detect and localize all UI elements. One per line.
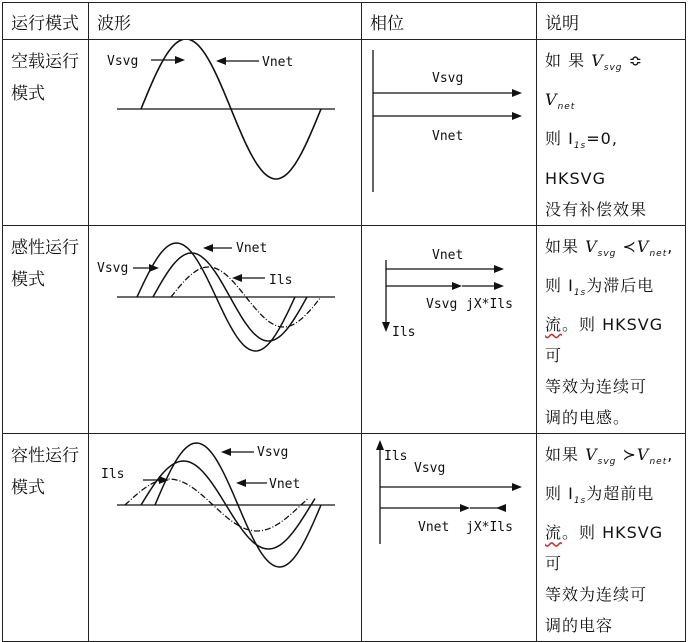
label-vnet: Vnet [269, 476, 301, 492]
phasor-ils-head [382, 322, 390, 332]
waveform-capacitive [89, 434, 362, 638]
label-vnet: Vnet [418, 519, 450, 535]
arrow-head-vnet [236, 479, 246, 487]
phasor-vnet-head [512, 112, 522, 120]
phasor-inductive [362, 226, 537, 428]
label-vsvg: Vsvg [414, 460, 446, 476]
phasor-vnet-head [460, 504, 470, 512]
operating-mode-table [2, 2, 686, 642]
label-ils: Ils [384, 448, 408, 464]
arrow-head-vsvg [175, 56, 185, 64]
phasor-capacitive [362, 434, 537, 638]
header-phase: 相位 [362, 3, 537, 40]
header-mode: 运行模式 [3, 3, 89, 40]
label-vnet: Vnet [236, 240, 268, 256]
label-vsvg: Vsvg [432, 71, 464, 86]
label-ils: Ils [269, 272, 293, 288]
label-vnet: Vnet [432, 247, 464, 263]
row-capacitive [3, 433, 686, 641]
description-cell: 如果 $V_{svg}$ $≺V_{net}$, 则 $I_{1s}$为滞后电 流。则 HKSVG 可 等效为连续可 调的电感。 [537, 225, 686, 433]
label-jx: jX*Ils [466, 519, 513, 535]
row-no-load [3, 40, 686, 226]
label-ils: Ils [392, 324, 416, 340]
mode-cell: 感性运行 模式 [3, 225, 89, 433]
header-desc: 说明 [537, 3, 686, 40]
label-vsvg: Vsvg [107, 54, 139, 69]
row-inductive [3, 225, 686, 433]
label-jx: jX*Ils [466, 296, 513, 312]
waveform-inductive [89, 226, 362, 428]
waveform-cell [89, 433, 362, 641]
phasor-ils-head [376, 440, 384, 450]
header-wave: 波形 [89, 3, 362, 40]
description-cell: 如果 $V_{svg}$ $≻V_{net}$, 则 $I_{1s}$为超前电 流。则 HKSVG 可 等效为连续可 调的电容 [537, 433, 686, 641]
phase-cell [362, 225, 537, 433]
waveform-no-load [89, 40, 362, 201]
arrow-head-vnet [203, 244, 213, 252]
arrow-head-vnet [216, 57, 226, 65]
phasor-vsvg-head [452, 282, 462, 290]
arrow-head-ils [232, 274, 242, 282]
mode-cell: 容性运行 模式 [3, 433, 89, 641]
label-vsvg: Vsvg [257, 444, 289, 460]
label-vsvg: Vsvg [97, 260, 129, 276]
arrow-head-vsvg [149, 264, 159, 272]
phasor-vnet-head [494, 265, 504, 273]
label-vnet: Vnet [262, 55, 294, 70]
waveform-cell [89, 225, 362, 433]
description-cell: 如 果 $V_{svg}$ ≎ $V_{net}$ 则 $I_{1s}=0$, HKSVG 没有补偿效果 [537, 40, 686, 226]
phase-cell [362, 433, 537, 641]
phasor-jx-head [496, 504, 506, 512]
label-ils: Ils [101, 466, 125, 482]
phasor-vsvg-head [512, 483, 522, 491]
header-row [3, 3, 686, 40]
label-vnet: Vnet [432, 129, 464, 144]
phasor-jx-head [494, 282, 504, 290]
waveform-cell [89, 40, 362, 226]
mode-cell: 空载运行 模式 [3, 40, 89, 226]
phasor-vsvg-head [512, 89, 522, 97]
phasor-no-load [362, 40, 537, 201]
arrow-head-vsvg [221, 448, 231, 456]
label-vsvg: Vsvg [426, 296, 458, 312]
phase-cell [362, 40, 537, 226]
